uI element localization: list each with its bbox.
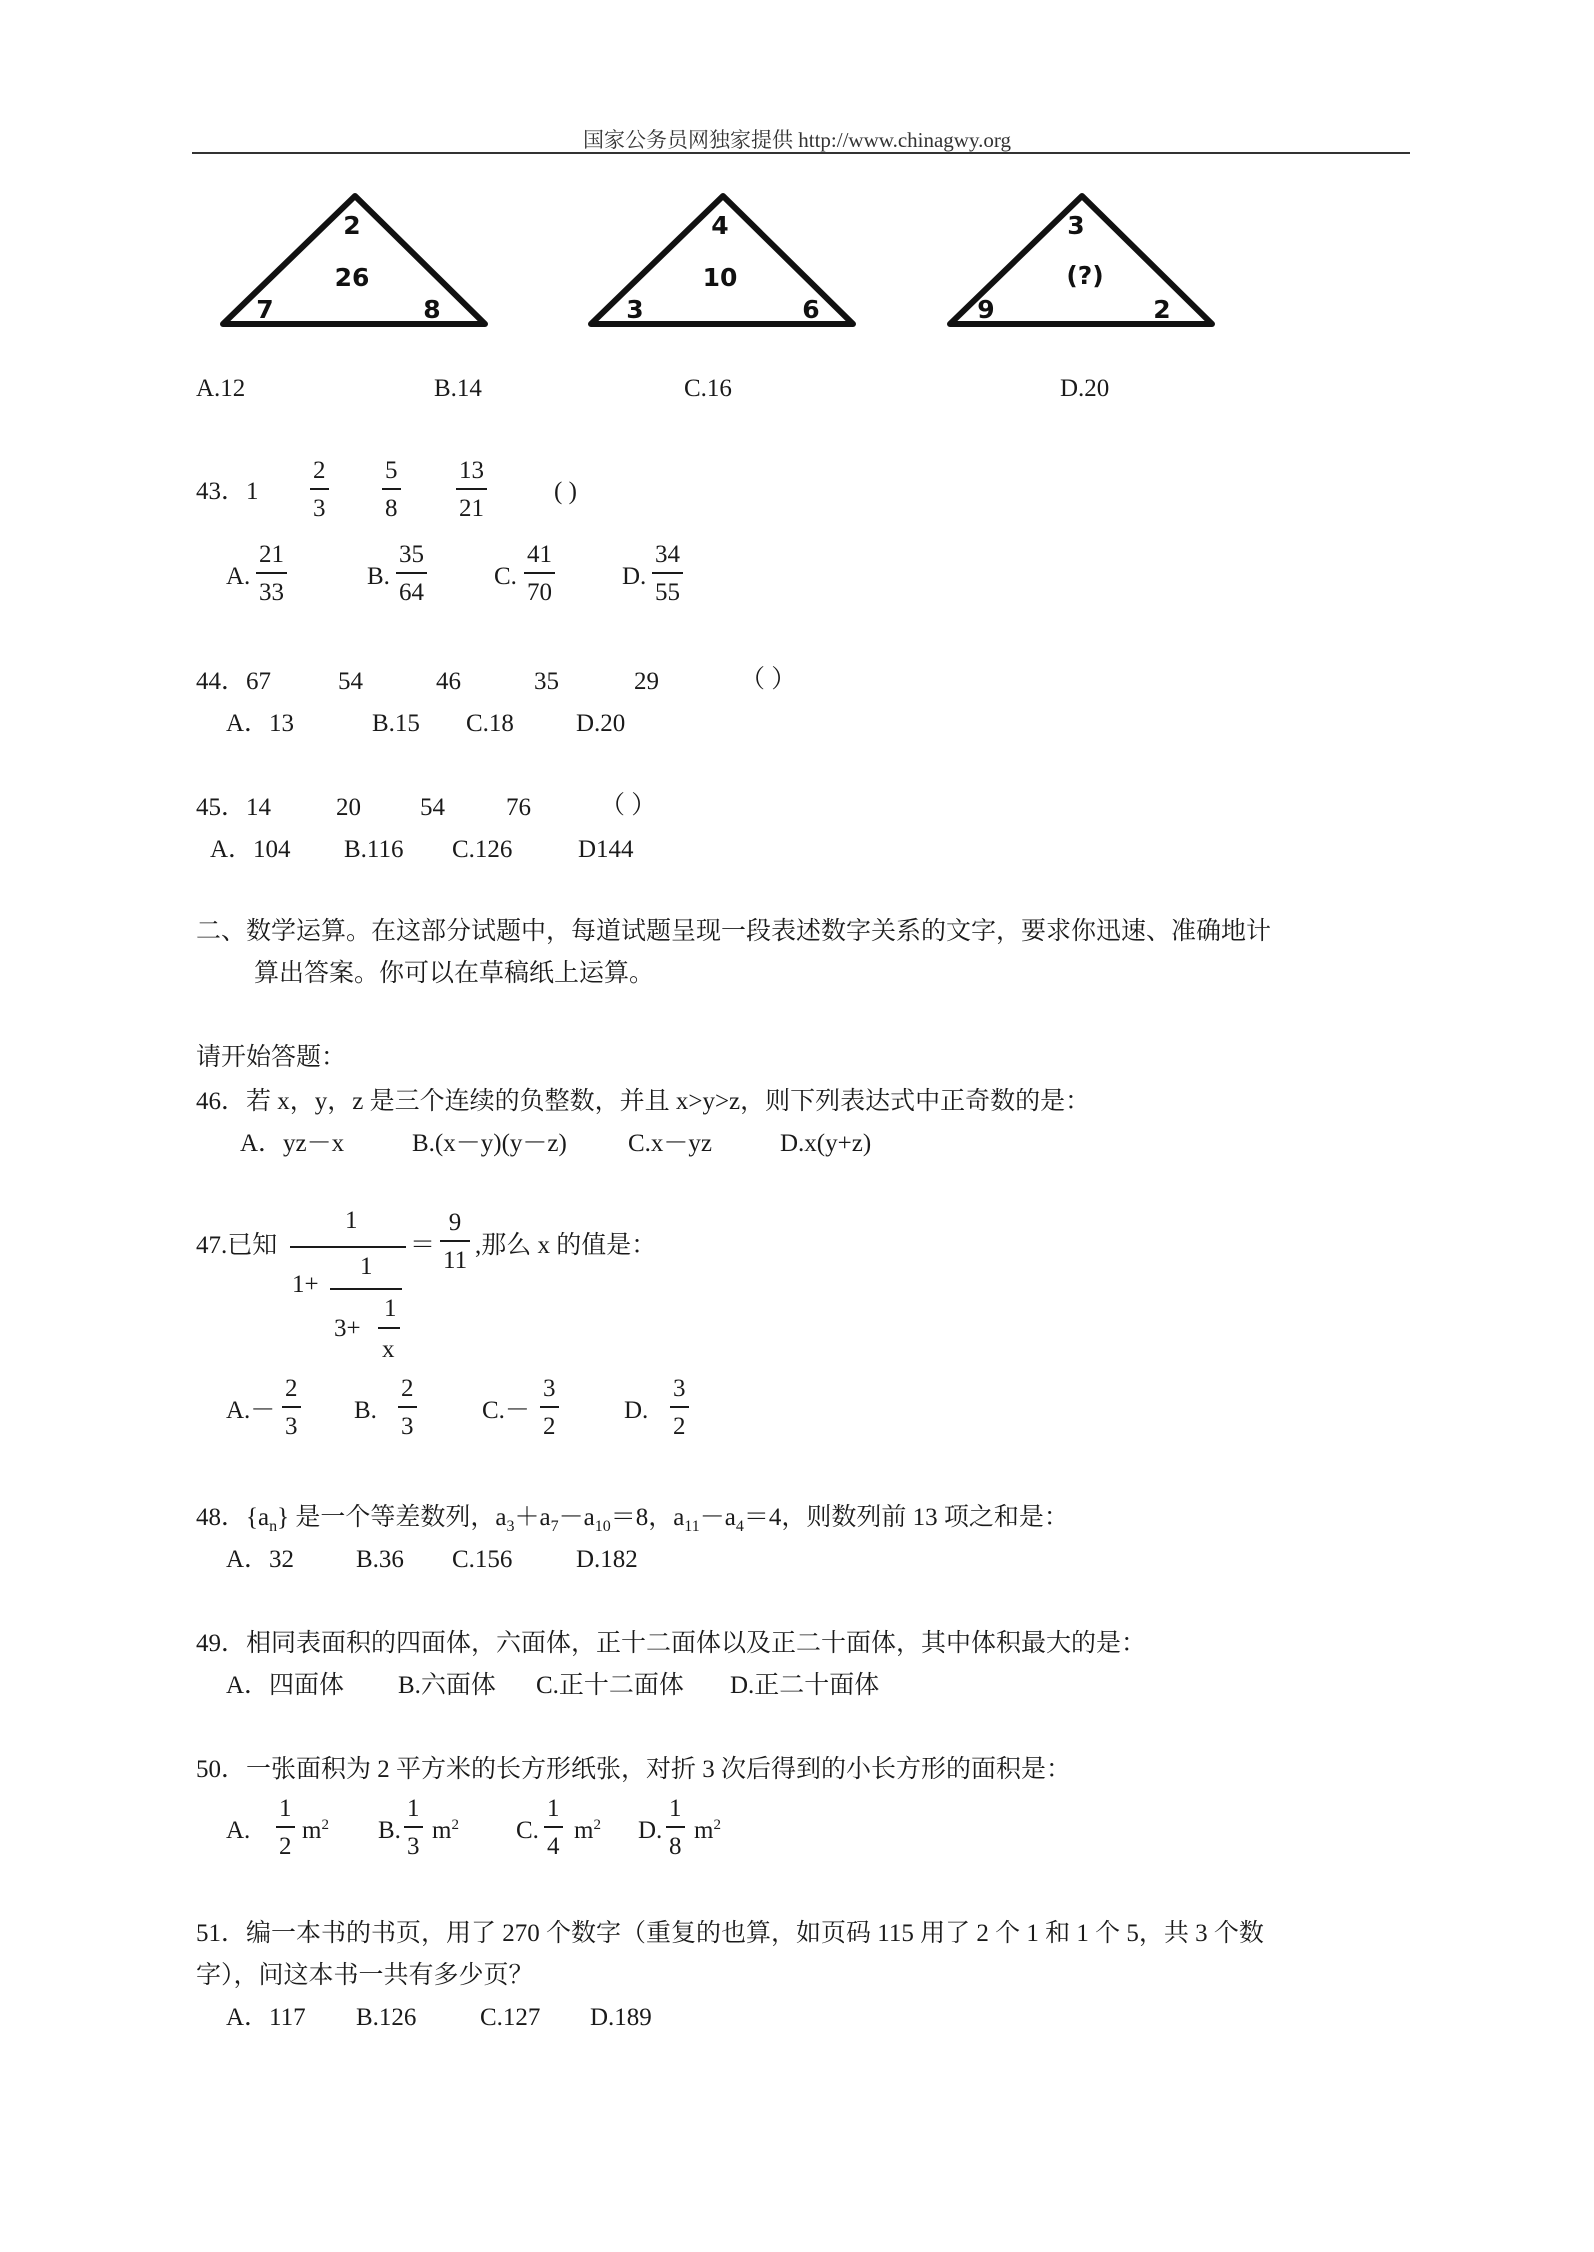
q51-text-cont: 字），问这本书一共有多少页？ bbox=[196, 1962, 534, 1989]
q51-option-b: B.126 bbox=[356, 2004, 417, 2031]
q43-option-c-den: 70 bbox=[527, 579, 552, 606]
triangle-3-top: 3 bbox=[1067, 211, 1085, 240]
q50-option-a-prefix: A. bbox=[226, 1817, 251, 1844]
unit-text: m bbox=[432, 1817, 452, 1844]
q43-option-a-frac bbox=[256, 542, 287, 605]
triangle-3-center: (?) bbox=[1066, 261, 1104, 290]
q43-option-c-prefix: C. bbox=[494, 563, 517, 590]
triangle-1-left: 7 bbox=[256, 295, 274, 324]
q43-term-1 bbox=[310, 458, 329, 521]
q50-option-b-num: 1 bbox=[407, 1795, 420, 1822]
q43-option-b-den: 64 bbox=[399, 579, 424, 606]
q43-term-3-den: 21 bbox=[459, 495, 484, 522]
q43-term-2-den: 8 bbox=[385, 495, 398, 522]
q50-option-b-den: 3 bbox=[407, 1833, 420, 1860]
q42-option-b: B.14 bbox=[434, 375, 482, 402]
q44-term-1: 54 bbox=[338, 668, 363, 695]
q48-option-c: C.156 bbox=[452, 1546, 513, 1573]
q47-three-plus: 3+ bbox=[334, 1315, 361, 1342]
q50-option-b-prefix: B. bbox=[378, 1817, 401, 1844]
q47-option-d-frac bbox=[670, 1376, 689, 1439]
q51-option-c: C.127 bbox=[480, 2004, 541, 2031]
q42-option-a: A.12 bbox=[196, 375, 246, 402]
triangle-figure-1 bbox=[215, 188, 495, 334]
q43-option-d-frac bbox=[652, 542, 683, 605]
q47-option-c-frac bbox=[540, 1376, 559, 1439]
q47-option-a-prefix: A.－ bbox=[226, 1397, 276, 1424]
q49-text: 49．相同表面积的四面体，六面体，正十二面体以及正二十面体，其中体积最大的是： bbox=[196, 1630, 1147, 1657]
q50-option-d-frac bbox=[666, 1796, 685, 1859]
q43-term-2 bbox=[382, 458, 401, 521]
q45-label: 45．14 bbox=[196, 794, 272, 821]
q50-option-c-den: 4 bbox=[547, 1833, 560, 1860]
q43-option-c-frac bbox=[524, 542, 555, 605]
q50-option-a-num: 1 bbox=[279, 1795, 292, 1822]
q50-option-a-den: 2 bbox=[279, 1833, 292, 1860]
q47-main-num: 1 bbox=[345, 1207, 358, 1234]
q47-rhs-frac bbox=[440, 1210, 470, 1273]
q47-option-b-den: 3 bbox=[401, 1413, 414, 1440]
q47-deep-bar bbox=[378, 1327, 400, 1329]
unit-superscript: 2 bbox=[321, 1817, 329, 1833]
q47-option-c-prefix: C.－ bbox=[482, 1397, 530, 1424]
q43-term-3-num: 13 bbox=[459, 457, 484, 484]
q47-prefix: 47.已知 bbox=[196, 1232, 278, 1259]
q45-term-3: 76 bbox=[506, 794, 531, 821]
q51-option-d: D.189 bbox=[590, 2004, 652, 2031]
q47-rhs-num: 9 bbox=[448, 1209, 462, 1236]
q50-option-b-unit bbox=[432, 1818, 459, 1843]
q48-subscript: n bbox=[269, 1518, 278, 1535]
q47-option-b-prefix: B. bbox=[354, 1397, 377, 1424]
triangle-3-left: 9 bbox=[977, 295, 995, 324]
q47-inner-bar bbox=[330, 1288, 402, 1290]
q50-option-d-unit bbox=[694, 1818, 721, 1843]
q50-option-c-prefix: C. bbox=[516, 1817, 539, 1844]
q43-option-b-prefix: B. bbox=[367, 563, 390, 590]
q46-option-a: A．yz－x bbox=[240, 1130, 345, 1157]
q44-term-2: 46 bbox=[436, 668, 461, 695]
unit-text: m bbox=[694, 1817, 714, 1844]
q48-text bbox=[196, 1504, 1069, 1535]
q48-subscript: 3 bbox=[506, 1518, 515, 1535]
q50-option-a-frac bbox=[276, 1796, 295, 1859]
q48-option-b: B.36 bbox=[356, 1546, 404, 1573]
q43-option-a-num: 21 bbox=[259, 541, 284, 568]
q47-option-c-num: 3 bbox=[543, 1375, 556, 1402]
triangle-2-top: 4 bbox=[711, 211, 729, 240]
q45-option-c: C.126 bbox=[452, 836, 513, 863]
q47-equals: ＝ bbox=[410, 1232, 436, 1259]
unit-superscript: 2 bbox=[593, 1817, 601, 1833]
q47-option-d-den: 2 bbox=[673, 1413, 686, 1440]
q47-option-b-frac bbox=[398, 1376, 417, 1439]
q45-option-b: B.116 bbox=[344, 836, 404, 863]
page-header: 国家公务员网独家提供 http://www.chinagwy.org bbox=[583, 128, 1011, 152]
q49-option-d: D.正二十面体 bbox=[730, 1672, 880, 1699]
q48-text-part: －a bbox=[558, 1504, 595, 1531]
section-2-instructions: 二、数学运算。在这部分试题中，每道试题呈现一段表述数字关系的文字，要求你迅速、准确地计 bbox=[196, 918, 1272, 945]
q43-option-d-num: 34 bbox=[655, 541, 680, 568]
q50-option-c-unit bbox=[574, 1818, 601, 1843]
q43-option-d-prefix: D. bbox=[622, 563, 647, 590]
q48-subscript: 10 bbox=[594, 1518, 611, 1535]
triangle-3-right: 2 bbox=[1153, 295, 1171, 324]
q50-option-b-frac bbox=[404, 1796, 423, 1859]
q45-option-d: D144 bbox=[578, 836, 634, 863]
q45-term-2: 54 bbox=[420, 794, 445, 821]
q43-blank: ( ) bbox=[554, 478, 577, 505]
q43-term-2-num: 5 bbox=[385, 457, 398, 484]
q44-label: 44．67 bbox=[196, 668, 272, 695]
triangle-figure-3 bbox=[942, 188, 1222, 334]
q50-option-d-num: 1 bbox=[669, 1795, 682, 1822]
triangle-1-top: 2 bbox=[343, 211, 361, 240]
q47-inner-num: 1 bbox=[360, 1253, 373, 1280]
triangle-2-left: 3 bbox=[626, 295, 644, 324]
q49-option-c: C.正十二面体 bbox=[536, 1672, 684, 1699]
q45-blank: （ ） bbox=[600, 792, 657, 819]
q43-option-b-frac bbox=[396, 542, 427, 605]
q47-option-d-num: 3 bbox=[673, 1375, 686, 1402]
q44-option-a: A．13 bbox=[226, 710, 295, 737]
triangle-2-center: 10 bbox=[702, 263, 738, 292]
triangle-2-right: 6 bbox=[802, 295, 820, 324]
q50-option-d-den: 8 bbox=[669, 1833, 682, 1860]
q47-option-a-frac bbox=[282, 1376, 301, 1439]
q45-term-1: 20 bbox=[336, 794, 361, 821]
q42-option-d: D.20 bbox=[1060, 375, 1110, 402]
q47-option-a-num: 2 bbox=[285, 1375, 298, 1402]
q47-option-b-num: 2 bbox=[401, 1375, 414, 1402]
q43-option-b-num: 35 bbox=[399, 541, 424, 568]
q48-text-part: ＝4，则数列前 13 项之和是： bbox=[743, 1504, 1069, 1531]
q46-option-b: B.(x－y)(y－z) bbox=[412, 1130, 567, 1157]
q48-option-a: A．32 bbox=[226, 1546, 295, 1573]
q43-label: 43．1 bbox=[196, 478, 259, 505]
triangle-figure-2 bbox=[583, 188, 863, 334]
section-2-instructions-cont: 算出答案。你可以在草稿纸上运算。 bbox=[254, 960, 655, 987]
q47-option-c-den: 2 bbox=[543, 1413, 556, 1440]
q42-option-c: C.16 bbox=[684, 375, 732, 402]
unit-superscript: 2 bbox=[713, 1817, 721, 1833]
header-rule bbox=[192, 152, 1410, 154]
q48-text-part: ＋a bbox=[514, 1504, 551, 1531]
q47-main-bar bbox=[290, 1246, 406, 1248]
q48-text-part: } 是一个等差数列，a bbox=[277, 1504, 507, 1531]
q48-subscript: 4 bbox=[735, 1518, 744, 1535]
q46-text: 46．若 x，y，z 是三个连续的负整数，并且 x>y>z，则下列表达式中正奇数的是： bbox=[196, 1088, 1091, 1115]
q46-option-d: D.x(y+z) bbox=[780, 1130, 872, 1157]
q48-text-part: －a bbox=[699, 1504, 736, 1531]
q43-term-1-den: 3 bbox=[313, 495, 326, 522]
unit-text: m bbox=[302, 1817, 322, 1844]
unit-text: m bbox=[574, 1817, 594, 1844]
q51-text: 51．编一本书的书页，用了 270 个数字（重复的也算，如页码 115 用了 2 个 1 和 1 个 5，共 3 个数 bbox=[196, 1920, 1264, 1947]
q47-one-plus: 1+ bbox=[292, 1271, 319, 1298]
q50-option-c-frac bbox=[544, 1796, 563, 1859]
q47-option-d-prefix: D. bbox=[624, 1397, 649, 1424]
q50-option-c-num: 1 bbox=[547, 1795, 560, 1822]
triangle-1-center: 26 bbox=[334, 263, 370, 292]
triangle-1-right: 8 bbox=[423, 295, 441, 324]
q43-term-3 bbox=[456, 458, 487, 521]
q44-option-b: B.15 bbox=[372, 710, 420, 737]
unit-superscript: 2 bbox=[451, 1817, 459, 1833]
q48-text-part: ＝8，a bbox=[610, 1504, 685, 1531]
q47-deep-num: 1 bbox=[384, 1295, 397, 1322]
q47-suffix: ,那么 x 的值是： bbox=[475, 1232, 657, 1259]
q44-term-4: 29 bbox=[634, 668, 659, 695]
q51-option-a: A．117 bbox=[226, 2004, 306, 2031]
q45-option-a: A．104 bbox=[210, 836, 291, 863]
q47-rhs-den: 11 bbox=[443, 1247, 468, 1274]
q49-option-b: B.六面体 bbox=[398, 1672, 496, 1699]
q44-option-c: C.18 bbox=[466, 710, 514, 737]
q46-option-c: C.x－yz bbox=[628, 1130, 713, 1157]
q47-option-a-den: 3 bbox=[285, 1413, 298, 1440]
q44-term-3: 35 bbox=[534, 668, 559, 695]
q50-option-d-prefix: D. bbox=[638, 1817, 663, 1844]
q43-option-a-prefix: A. bbox=[226, 563, 251, 590]
q44-option-d: D.20 bbox=[576, 710, 626, 737]
q43-option-c-num: 41 bbox=[527, 541, 552, 568]
q49-option-a: A．四面体 bbox=[226, 1672, 345, 1699]
q47-x: x bbox=[382, 1336, 395, 1363]
q44-blank: （ ） bbox=[740, 666, 797, 693]
section-2-start: 请开始答题： bbox=[196, 1044, 347, 1071]
q48-text-part: 48．{a bbox=[196, 1504, 270, 1531]
q48-option-d: D.182 bbox=[576, 1546, 638, 1573]
q48-subscript: 7 bbox=[550, 1518, 559, 1535]
q50-option-a-unit bbox=[302, 1818, 329, 1843]
q50-text: 50．一张面积为 2 平方米的长方形纸张，对折 3 次后得到的小长方形的面积是： bbox=[196, 1756, 1072, 1783]
q43-option-d-den: 55 bbox=[655, 579, 680, 606]
q48-subscript: 11 bbox=[684, 1518, 700, 1535]
q43-term-1-num: 2 bbox=[313, 457, 326, 484]
q43-option-a-den: 33 bbox=[259, 579, 284, 606]
